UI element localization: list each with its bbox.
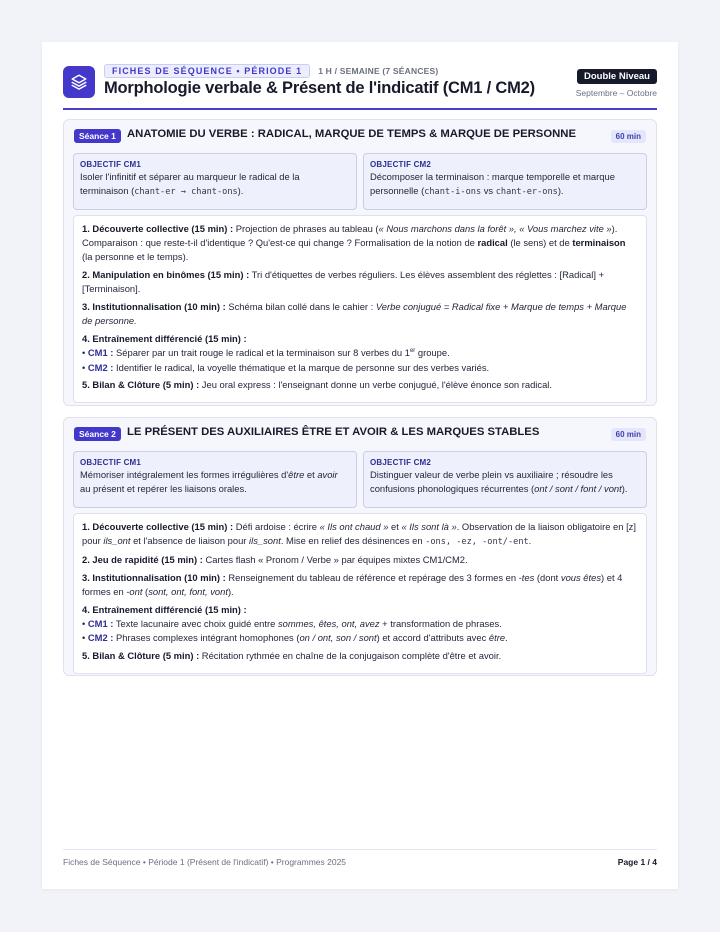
objective-label: OBJECTIF CM1 bbox=[80, 160, 142, 169]
objective-text: Décomposer la terminaison : marque temporelle et marque personnelle (chant-i-ons vs chant-er-ons). bbox=[370, 171, 615, 198]
objective-text: Mémoriser intégralement les formes irrégulières d'être et avoir au présent et repérer les liaisons orales. bbox=[80, 469, 338, 495]
objective-label: OBJECTIF CM2 bbox=[370, 458, 432, 467]
duration-badge: 60 min bbox=[611, 130, 646, 143]
cm2-task: • CM2 : Phrases complexes intégrant homophones (on / ont, son / sont) et accord d'attributs avec être. bbox=[82, 632, 508, 644]
page-number: Page 1 / 4 bbox=[617, 857, 657, 867]
objective-cm1 bbox=[73, 153, 357, 210]
cm2-task: • CM2 : Identifier le radical, la voyelle thématique et la marque de personne sur des verbes variés. bbox=[82, 361, 490, 373]
footer-credits: Fiches de Séquence • Période 1 (Présent de l'indicatif) • Programmes 2025 bbox=[63, 857, 347, 867]
objective-cm2 bbox=[363, 451, 647, 508]
cm1-task: • CM1 : Séparer par un trait rouge le radical et la terminaison sur 8 verbes du 1er groupe. bbox=[82, 347, 450, 359]
step-5: 5. Bilan & Clôture (5 min) : Récitation rythmée en chaîne de la conjugaison complète d'être et avoir. bbox=[82, 650, 502, 661]
document-header bbox=[63, 63, 657, 110]
code-example: chant-er → chant-ons bbox=[134, 187, 238, 198]
step-5: 5. Bilan & Clôture (5 min) : Jeu oral express : l'enseignant donne un verbe conjugué, l'élève énonce son radical. bbox=[82, 379, 552, 391]
document-footer bbox=[63, 849, 657, 869]
step-3: 3. Institutionnalisation (10 min) : Renseignement du tableau de référence et repérage des 3 formes en -tes (dont vous êtes) et 4 formes en -ont (sont, ont, font, vont). bbox=[82, 571, 623, 597]
objective-cm2 bbox=[363, 153, 647, 210]
session-title: ANATOMIE DU VERBE : RADICAL, MARQUE DE TEMPS & MARQUE DE PERSONNE bbox=[127, 128, 576, 140]
layers-icon bbox=[63, 66, 95, 98]
session-steps bbox=[73, 215, 647, 403]
session-steps bbox=[73, 513, 647, 674]
session-card-2 bbox=[63, 417, 657, 676]
session-title: LE PRÉSENT DES AUXILIAIRES ÊTRE ET AVOIR & LES MARQUES STABLES bbox=[127, 426, 540, 438]
page-title: Morphologie verbale & Présent de l'indicatif (CM1 / CM2) bbox=[104, 79, 535, 97]
session-header bbox=[74, 129, 646, 143]
code-example: chant-er-ons bbox=[495, 187, 558, 198]
step-4: 4. Entraînement différencié (15 min) : • CM1 : Texte lacunaire avec choix guidé entre sommes, êtes, ont, avez + transformation de phrases. • CM2 : Phrases complexes intégrant homophones (on / ont, son / sont) et accord d'attributs avec être. bbox=[82, 603, 638, 646]
objective-cm1 bbox=[73, 451, 357, 508]
objective-text: Isoler l'infinitif et séparer au marqueur le radical de la terminaison (chant-er → chant-ons). bbox=[80, 171, 300, 198]
session-badge: Séance 2 bbox=[74, 427, 121, 441]
objective-text: Distinguer valeur de verbe plein vs auxiliaire ; résoudre les confusions phonologiques récurrentes (ont / sont / font / vont). bbox=[370, 469, 628, 495]
objective-label: OBJECTIF CM1 bbox=[80, 458, 142, 467]
header-kicker-row bbox=[104, 64, 438, 78]
step-4: 4. Entraînement différencié (15 min) : • CM1 : Séparer par un trait rouge le radical et la terminaison sur 8 verbes du 1er groupe. • CM2 : Identifier le radical, la voyelle thématique et la marque de personne sur des verbes variés. bbox=[82, 332, 638, 375]
session-badge: Séance 1 bbox=[74, 129, 121, 143]
objective-label: OBJECTIF CM2 bbox=[370, 160, 432, 169]
code-example: -ons, -ez, -ont/-ent bbox=[425, 537, 529, 548]
step-3: 3. Institutionnalisation (10 min) : Schéma bilan collé dans le cahier : Verbe conjugué = Radical fixe + Marque de temps + Marque de personne. bbox=[82, 301, 627, 327]
step-2: 2. Manipulation en binômes (15 min) : Tri d'étiquettes de verbes réguliers. Les élèves assemblent des réglettes : [Radical] + [Terminaison]. bbox=[82, 269, 605, 295]
step-1: 1. Découverte collective (15 min) : Projection de phrases au tableau (« Nous marchons dans la forêt », « Vous marchez vite »). Comparaison : que reste-t-il d'identique ? Qu'est-ce qui change ? Formalisation de la notion de radical (le sens) et de terminaison (la personne et le temps). bbox=[82, 223, 626, 263]
duration-badge: 60 min bbox=[611, 428, 646, 441]
schedule-meta: 1 H / SEMAINE (7 SÉANCES) bbox=[318, 66, 439, 76]
level-badge: Double Niveau bbox=[577, 69, 657, 84]
step-1: 1. Découverte collective (15 min) : Défi ardoise : écrire « Ils ont chaud » et « Ils sont là ». Observation de la liaison obligatoire en [z] pour ils_ont et l'absence de liaison pour ils_sont. Mise en relief des désinences en -ons, -ez, -ont/-ent. bbox=[82, 521, 636, 548]
session-card-1 bbox=[63, 119, 657, 406]
cm1-task: • CM1 : Texte lacunaire avec choix guidé entre sommes, êtes, ont, avez + transformation de phrases. bbox=[82, 618, 502, 629]
step-2: 2. Jeu de rapidité (15 min) : Cartes flash « Pronom / Verbe » par équipes mixtes CM1/CM2. bbox=[82, 554, 468, 565]
period-label: Septembre – Octobre bbox=[575, 88, 657, 98]
session-header bbox=[74, 427, 646, 441]
document-page bbox=[42, 42, 678, 889]
sequence-kicker: FICHES DE SÉQUENCE • PÉRIODE 1 bbox=[104, 64, 310, 78]
code-example: chant-i-ons bbox=[424, 187, 482, 198]
